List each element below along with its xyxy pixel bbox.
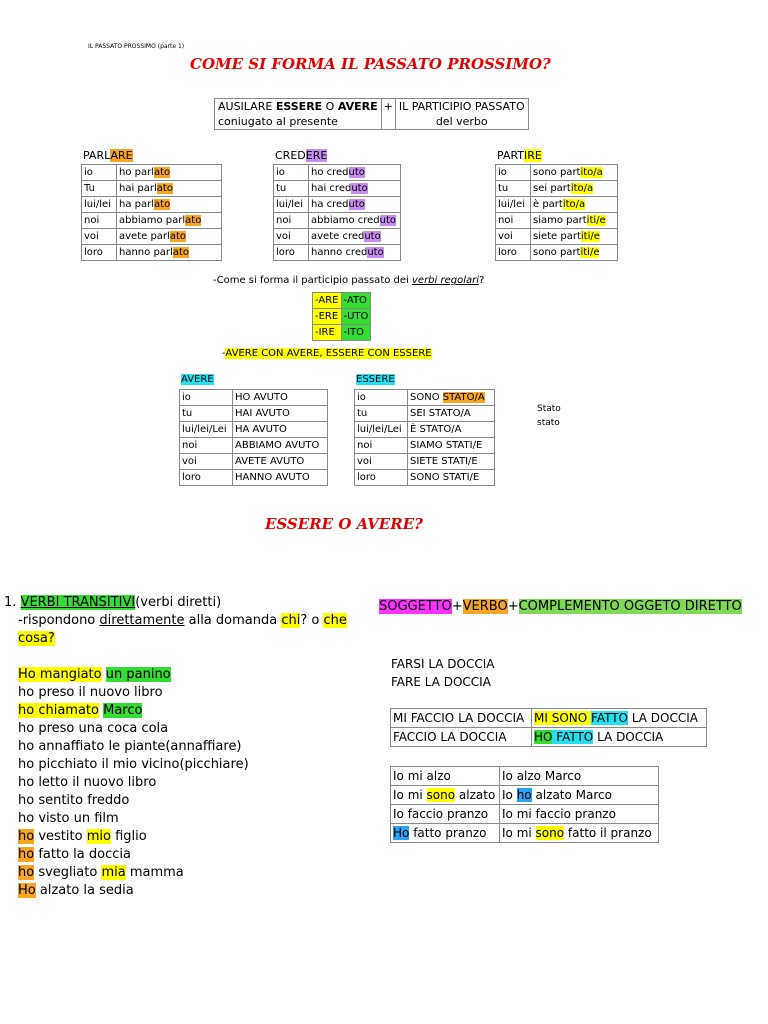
table-cell [532, 728, 707, 747]
doccia-line: FARSI LA DOCCIA [391, 657, 495, 671]
table-cell: Io faccio pranzo [391, 805, 500, 824]
cell-text: Io [502, 787, 517, 802]
table-row [391, 824, 659, 843]
ex-verb: Ho mangiato [18, 667, 102, 682]
form-ending: ato [154, 167, 171, 178]
essere-label [356, 374, 395, 385]
form-stem: abbiamo cred [311, 215, 380, 226]
table-row [180, 406, 328, 422]
table-row [82, 245, 222, 261]
cell-text: LA DOCCIA [628, 710, 698, 725]
section-paren: (verbi diretti) [135, 595, 222, 610]
table-cell: MI FACCIO LA DOCCIA [391, 709, 532, 728]
form-cell: È STATO/A [408, 422, 495, 438]
form-stem: hai parl [119, 183, 157, 194]
example-item [18, 846, 364, 864]
table-cell [500, 824, 659, 843]
example-item: ho annaffiato le piante(annaffiare) [18, 739, 242, 754]
form-stem: siete part [533, 231, 581, 242]
form-stem: ha cred [311, 199, 349, 210]
form-cell: HANNO AVUTO [233, 470, 328, 486]
form-stem: avete cred [311, 231, 365, 242]
question-line [213, 275, 484, 286]
formula-table [214, 98, 529, 130]
table-row [82, 213, 222, 229]
form-ending: ato [185, 215, 202, 226]
table-row [496, 213, 618, 229]
section-number: 1. [4, 595, 17, 610]
table-row [496, 165, 618, 181]
avere-label [181, 374, 214, 385]
form-cell [309, 181, 401, 197]
form-ending: uto [367, 247, 384, 258]
pronoun-cell: voi [274, 229, 309, 245]
section-heading [4, 594, 364, 612]
pronoun-cell: loro [82, 245, 117, 261]
table-row [313, 325, 371, 341]
example-item [18, 828, 364, 846]
ex-aux: Ho [18, 883, 36, 898]
pronoun-cell: loro [274, 245, 309, 261]
question-link: verbi regolari [412, 275, 480, 286]
form-cell [117, 165, 222, 181]
example-item: ho preso una coca cola [18, 721, 169, 736]
table-row [391, 786, 659, 805]
form-stem: sono part [533, 247, 581, 258]
desc-text: ? o [300, 613, 324, 628]
side-note [537, 402, 561, 430]
form-ending: iti/e [580, 247, 600, 258]
formula2-object: COMPLEMENTO OGGETO DIRETTO [518, 599, 742, 614]
ex-hl: mio [86, 829, 111, 844]
form-cell [531, 181, 618, 197]
ex-text: vestito [34, 829, 87, 844]
table-cell: Io mi alzo [391, 767, 500, 786]
form-stem: ho parl [119, 167, 154, 178]
ending-participle: -ATO [341, 293, 371, 309]
form-cell: AVETE AVUTO [233, 454, 328, 470]
ex-verb: ho chiamato [18, 703, 99, 718]
alzo-table [390, 766, 659, 843]
formula-plus: + [381, 99, 395, 130]
avere-word: AVERE [337, 100, 378, 113]
form-stem: hai cred [311, 183, 352, 194]
table-row [355, 390, 495, 406]
pronoun-cell: Tu [82, 181, 117, 197]
form-stem: hanno cred [311, 247, 368, 258]
table-row [496, 181, 618, 197]
verb-partire [497, 149, 542, 162]
table-row [274, 181, 401, 197]
verb-stem: PARL [83, 149, 111, 162]
form-cell: HO AVUTO [233, 390, 328, 406]
table-row [82, 229, 222, 245]
question-mark: ? [479, 275, 485, 286]
ex-text: mamma [125, 865, 184, 880]
form-stem: hanno parl [119, 247, 173, 258]
pronoun-cell: loro [496, 245, 531, 261]
form-stem: sei part [533, 183, 571, 194]
section-description [4, 612, 364, 648]
form-cell [117, 213, 222, 229]
cell-hl: FATTO [552, 729, 594, 744]
table-row [82, 181, 222, 197]
form-cell: SIAMO STATI/E [408, 438, 495, 454]
cell-hl: sono [426, 787, 456, 802]
pronoun-cell: noi [496, 213, 531, 229]
ending-participle: -UTO [341, 309, 371, 325]
form-ending: uto [364, 231, 381, 242]
pronoun-cell: voi [180, 454, 233, 470]
example-item [18, 666, 364, 684]
verb-parlare [83, 149, 133, 162]
verb-ending: IRE [524, 149, 542, 162]
form-cell [531, 165, 618, 181]
pronoun-cell: voi [496, 229, 531, 245]
desc-text: alla domanda [184, 613, 282, 628]
form-cell [531, 213, 618, 229]
pronoun-cell: noi [274, 213, 309, 229]
form-stem: ha parl [119, 199, 155, 210]
formula-text: O [322, 100, 338, 113]
cell-text: Io mi [393, 787, 427, 802]
cell-hl: ho [516, 787, 532, 802]
essere-table [354, 389, 495, 486]
form-cell [531, 197, 618, 213]
form-ending: ito/a [570, 183, 594, 194]
table-cell: Io alzo Marco [500, 767, 659, 786]
table-row [274, 213, 401, 229]
pronoun-cell: lui/lei [274, 197, 309, 213]
ex-text: svegliato [34, 865, 102, 880]
pronoun-cell: lui/lei [496, 197, 531, 213]
form-cell [531, 229, 618, 245]
cell-text: Io mi [502, 825, 536, 840]
table-row [391, 728, 707, 747]
examples-list [4, 666, 364, 900]
section-transitive [4, 594, 364, 900]
rule-text: AVERE CON AVERE, ESSERE CON ESSERE [225, 348, 432, 359]
ending-participle: -ITO [341, 325, 371, 341]
formula2-subject: SOGGETTO [379, 599, 452, 614]
ex-text: figlio [110, 829, 147, 844]
cell-text: alzato Marco [531, 787, 612, 802]
table-row [180, 470, 328, 486]
rule-dash: - [222, 348, 226, 359]
table-row [180, 422, 328, 438]
essere-word: ESSERE [275, 100, 323, 113]
table-cell [391, 824, 500, 843]
formula-text: del verbo [435, 115, 488, 128]
section-label: VERBI TRANSITIVI [20, 595, 136, 610]
form-ending: ito/a [580, 167, 603, 178]
ex-aux: ho [18, 847, 35, 862]
table-row [391, 805, 659, 824]
example-item [18, 702, 364, 720]
form-stem: avete parl [119, 231, 170, 242]
form-cell [309, 245, 401, 261]
ex-text: alzato la sedia [35, 883, 134, 898]
table-cell: Io mi faccio pranzo [500, 805, 659, 824]
table-cell [408, 390, 495, 406]
form-ending: iti/e [586, 215, 606, 226]
form-cell [309, 165, 401, 181]
form-cell: HA AVUTO [233, 422, 328, 438]
subtitle: ESSERE O AVERE? [265, 515, 423, 533]
example-item: ho picchiato il mio vicino(picchiare) [18, 757, 249, 772]
form-ending: uto [348, 199, 365, 210]
form-ending: ato [156, 183, 173, 194]
endings-table [312, 292, 371, 341]
verb-ending: ERE [305, 149, 328, 162]
ex-aux: ho [18, 865, 35, 880]
pronoun-cell: noi [355, 438, 408, 454]
avere-table [179, 389, 328, 486]
table-row [313, 309, 371, 325]
side-note-line: Stato [537, 404, 561, 414]
form-cell [531, 245, 618, 261]
formula-text: coniugato al presente [218, 115, 338, 128]
cell-hl: HO [534, 729, 553, 744]
table-row [82, 197, 222, 213]
example-item: ho visto un film [18, 811, 119, 826]
table-row [180, 390, 328, 406]
form-ending: ato [172, 247, 189, 258]
pronoun-cell: noi [82, 213, 117, 229]
conj-table-partire [495, 164, 618, 261]
form-ending: ato [154, 199, 171, 210]
pronoun-cell: io [82, 165, 117, 181]
pronoun-cell: lui/lei/Lei [355, 422, 408, 438]
form-cell: SIETE STATI/E [408, 454, 495, 470]
table-row [355, 438, 495, 454]
cell-text: alzato [455, 787, 496, 802]
verb-stem: PART [497, 149, 525, 162]
table-row [180, 454, 328, 470]
ex-hl: mia [101, 865, 126, 880]
form-ending: ito/a [562, 199, 586, 210]
pronoun-cell: lui/lei [82, 197, 117, 213]
example-item [18, 864, 364, 882]
ex-aux: ho [18, 829, 35, 844]
cell-highlight: STATO/A [442, 392, 485, 403]
form-cell [309, 197, 401, 213]
side-note-line: stato [537, 418, 560, 428]
cell-hl: FATTO [591, 710, 628, 725]
table-row [355, 454, 495, 470]
table-cell: FACCIO LA DOCCIA [391, 728, 532, 747]
ending-infinitive: -ERE [313, 309, 342, 325]
table-row [82, 165, 222, 181]
verb-credere [275, 149, 327, 162]
form-stem: siamo part [533, 215, 587, 226]
pronoun-cell: voi [355, 454, 408, 470]
pronoun-cell: io [496, 165, 531, 181]
table-row [274, 229, 401, 245]
desc-underline: direttamente [99, 613, 185, 628]
formula2-plus: + [507, 599, 519, 614]
doccia-line: FARE LA DOCCIA [391, 675, 491, 689]
form-stem: abbiamo parl [119, 215, 186, 226]
pronoun-cell: tu [274, 181, 309, 197]
example-item [18, 882, 364, 900]
form-cell: HAI AVUTO [233, 406, 328, 422]
formula-soggetto [379, 599, 742, 614]
table-row [274, 197, 401, 213]
example-item: ho sentito freddo [18, 793, 130, 808]
cell-text: SONO [410, 392, 443, 403]
table-row [355, 422, 495, 438]
avere-label-text: AVERE [181, 374, 214, 385]
form-cell [117, 245, 222, 261]
pronoun-cell: noi [180, 438, 233, 454]
table-cell: io [355, 390, 408, 406]
form-ending: ato [169, 231, 186, 242]
cell-hl: Ho [393, 825, 410, 840]
cell-text: fatto pranzo [409, 825, 487, 840]
cell-text: LA DOCCIA [593, 729, 664, 744]
rule-line [222, 348, 432, 359]
pronoun-cell: io [274, 165, 309, 181]
table-row [496, 245, 618, 261]
form-stem: sono part [533, 167, 581, 178]
pronoun-cell: tu [180, 406, 233, 422]
table-row [391, 709, 707, 728]
pronoun-cell: loro [180, 470, 233, 486]
desc-chi: chi [281, 613, 301, 628]
pronoun-cell: voi [82, 229, 117, 245]
example-item: ho letto il nuovo libro [18, 775, 157, 790]
conj-table-parlare [81, 164, 222, 261]
ex-text: fatto la doccia [34, 847, 131, 862]
form-ending: uto [348, 167, 365, 178]
table-cell [391, 786, 500, 805]
pronoun-cell: tu [355, 406, 408, 422]
table-row [274, 165, 401, 181]
verb-stem: CRED [275, 149, 306, 162]
desc-che: che [323, 613, 347, 628]
example-item: ho preso il nuovo libro [18, 685, 163, 700]
cell-hl: sono [535, 825, 565, 840]
desc-text: -rispondono [18, 613, 100, 628]
formula-left [215, 99, 382, 130]
question-text: -Come si forma il participio passato dei [213, 275, 412, 286]
table-cell [500, 786, 659, 805]
ex-object: un panino [105, 667, 171, 682]
form-ending: uto [379, 215, 397, 226]
form-ending: iti/e [580, 231, 600, 242]
formula-text: AUSILARE [218, 100, 276, 113]
table-row [180, 438, 328, 454]
table-row [313, 293, 371, 309]
essere-label-text: ESSERE [356, 374, 395, 385]
cell-hl: MI SONO [534, 710, 592, 725]
conj-table-credere [273, 164, 401, 261]
ex-object: Marco [103, 703, 143, 718]
table-row [355, 406, 495, 422]
verb-ending: ARE [110, 149, 133, 162]
doccia-lines [391, 655, 495, 691]
form-cell: SONO STATI/E [408, 470, 495, 486]
ending-infinitive: -IRE [313, 325, 342, 341]
table-cell [532, 709, 707, 728]
table-row [274, 245, 401, 261]
table-row [391, 767, 659, 786]
table-row [355, 470, 495, 486]
formula2-verb: VERBO [462, 599, 508, 614]
form-cell [309, 229, 401, 245]
table-row [496, 197, 618, 213]
pronoun-cell: lui/lei/Lei [180, 422, 233, 438]
form-cell: ABBIAMO AVUTO [233, 438, 328, 454]
cell-text: fatto il pranzo [564, 825, 652, 840]
form-stem: è part [533, 199, 563, 210]
form-cell: SEI STATO/A [408, 406, 495, 422]
pronoun-cell: io [180, 390, 233, 406]
form-cell [309, 213, 401, 229]
formula2-plus: + [451, 599, 463, 614]
form-stem: ho cred [311, 167, 349, 178]
page-caption: IL PASSATO PROSSIMO (parte 1) [88, 43, 185, 50]
ending-infinitive: -ARE [313, 293, 342, 309]
formula-right [395, 99, 528, 130]
table-row [496, 229, 618, 245]
doccia-table [390, 708, 707, 747]
formula-text: IL PARTICIPIO PASSATO [398, 100, 525, 113]
page-title: COME SI FORMA IL PASSATO PROSSIMO? [190, 55, 551, 73]
pronoun-cell: loro [355, 470, 408, 486]
desc-cosa: cosa? [18, 631, 55, 646]
form-cell [117, 197, 222, 213]
form-ending: uto [351, 183, 368, 194]
form-cell [117, 181, 222, 197]
form-cell [117, 229, 222, 245]
pronoun-cell: tu [496, 181, 531, 197]
